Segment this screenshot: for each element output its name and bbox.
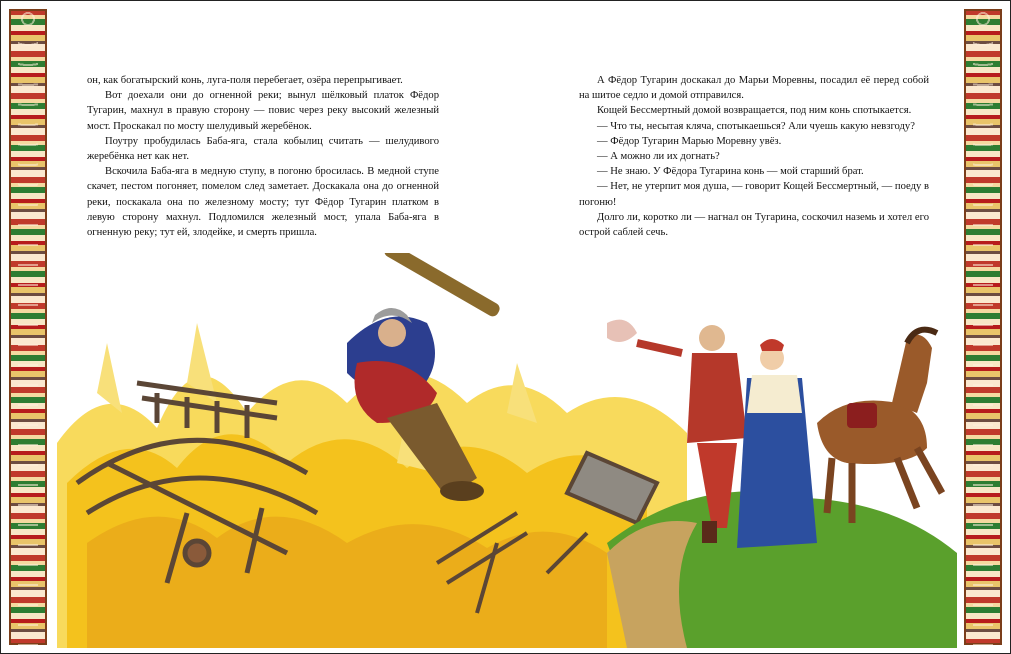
paragraph: Вскочила Баба-яга в медную ступу, в погоню бросилась. В медной ступе скачет, пестом погоняет, помелом след заметает. Доскакала она до огненной реки, поскакала она по железному мосту; тут Фёдор Тугарин платком в левую сторону махнул. Подломился железный мост, упала Баба-яга в огненную реку; тут ей, злодейке, и смерть пришла. xyxy=(87,166,439,239)
paragraph: Вот доехали они до огненной реки; вынул шёлковый платок Фёдор Тугарин, махнул в правую сторону — повис через реку высокий железный мост. Проскакал по мосту шелудивый жеребёнок. xyxy=(87,90,439,132)
ornamental-border-right xyxy=(964,9,1002,645)
text-column-left xyxy=(87,73,439,240)
paragraph: Поутру пробудилась Баба-яга, стала кобылиц считать — шелудивого жеребёнка нет как нет. xyxy=(87,135,439,163)
ornamental-border-left xyxy=(9,9,47,645)
paragraph: — Нет, не утерпит моя душа, — говорит Кощей Бессмертный, — поеду в погоню! xyxy=(579,181,929,208)
marya-morevna xyxy=(737,339,817,548)
paragraph: — Фёдор Тугарин Марью Моревну увёз. xyxy=(597,135,782,147)
illustration xyxy=(47,253,967,648)
paragraph: А Фёдор Тугарин доскакал до Марьи Моревны, посадил её перед собой на шитое седло и домой отправился. xyxy=(579,75,929,102)
paragraph: — Что ты, несытая кляча, спотыкаешься? Али чуешь какую невзгоду? xyxy=(597,120,915,132)
paragraph: — А можно ли их догнать? xyxy=(597,151,720,163)
horse xyxy=(817,330,942,523)
paragraph: Кощей Бессмертный домой возвращается, под ним конь спотыкается. xyxy=(597,105,912,117)
paragraph: — Не знаю. У Фёдора Тугарина конь — мой старший брат. xyxy=(597,166,864,178)
paragraph: Долго ли, коротко ли — нагнал он Тугарина, соскочил наземь и хотел его острой саблей сечь. xyxy=(579,211,929,239)
text-column-right xyxy=(579,73,929,240)
paragraph: он, как богатырский конь, луга-поля перебегает, озёра перепрыгивает. xyxy=(87,75,403,86)
